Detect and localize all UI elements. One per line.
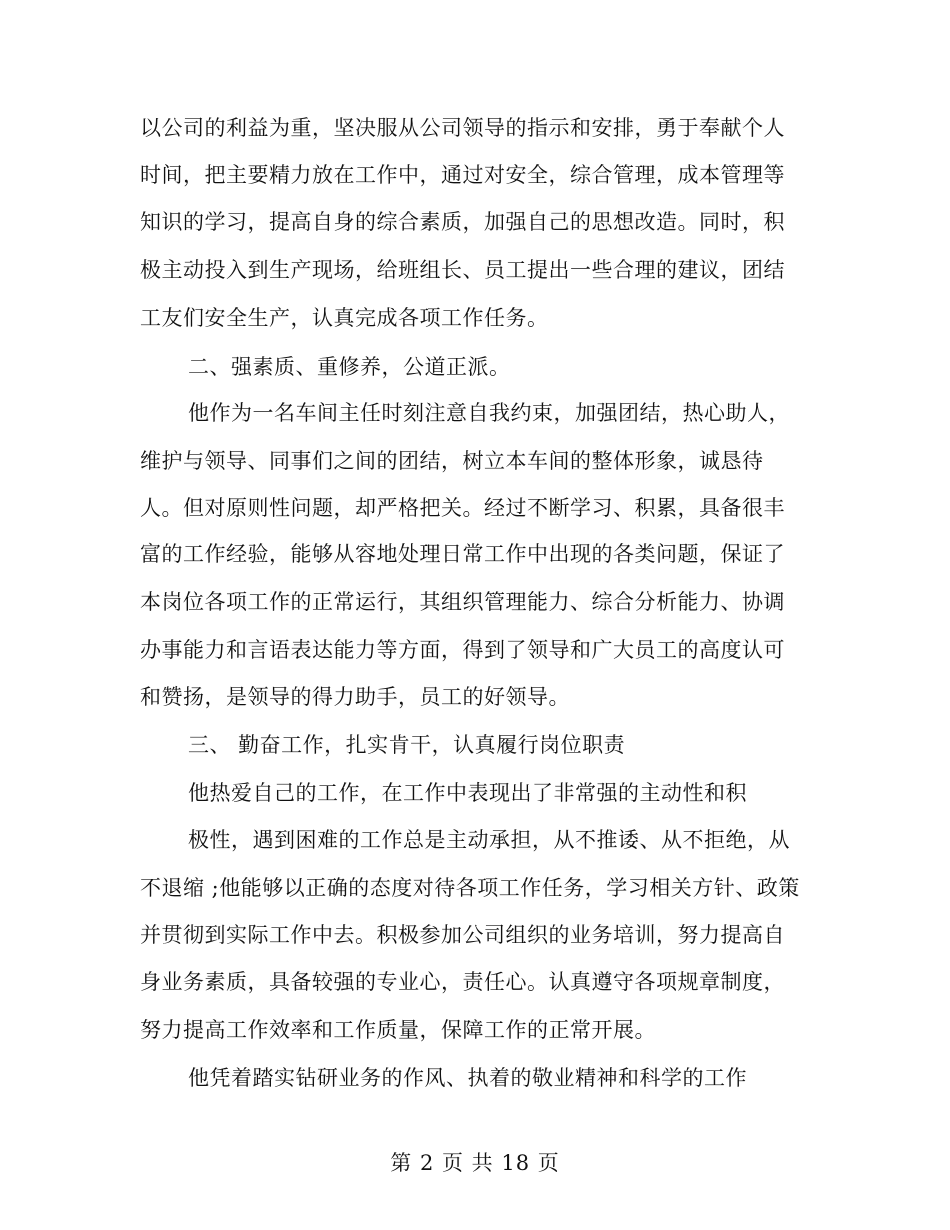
section-heading: 二、强素质、重修养，公道正派。 bbox=[188, 355, 511, 379]
body-text-line: 不退缩 ;他能够以正确的态度对待各项工作任务，学习相关方针、政策 bbox=[140, 876, 800, 900]
page-number-footer: 第 2 页 共 18 页 bbox=[390, 1151, 560, 1175]
body-text-line: 极性，遇到困难的工作总是主动承担，从不推诿、从不拒绝，从 bbox=[188, 828, 790, 852]
body-text-line: 以公司的利益为重，坚决服从公司领导的指示和安排，勇于奉献个人 bbox=[140, 116, 785, 140]
body-text-line: 富的工作经验，能够从容地处理日常工作中出现的各类问题，保证了 bbox=[140, 542, 785, 566]
body-text-line: 工友们安全生产，认真完成各项工作任务。 bbox=[140, 306, 549, 330]
body-text-line: 他热爱自己的工作，在工作中表现出了非常强的主动性和积 bbox=[188, 781, 747, 805]
body-text-line: 维护与领导、同事们之间的团结，树立本车间的整体形象，诚恳待 bbox=[140, 449, 764, 473]
body-text-line: 他凭着踏实钻研业务的作风、执着的敬业精神和科学的工作 bbox=[188, 1066, 747, 1090]
body-text-line: 办事能力和言语表达能力等方面，得到了领导和广大员工的高度认可 bbox=[140, 638, 785, 662]
body-text-line: 他作为一名车间主任时刻注意自我约束，加强团结，热心助人， bbox=[188, 401, 790, 425]
section-heading: 三、 勤奋工作，扎实肯干，认真履行岗位职责 bbox=[188, 733, 626, 757]
body-text-line: 人。但对原则性问题，却严格把关。经过不断学习、积累，具备很丰 bbox=[140, 496, 785, 520]
body-text-line: 身业务素质，具备较强的专业心，责任心。认真遵守各项规章制度， bbox=[140, 970, 785, 994]
body-text-line: 和赞扬，是领导的得力助手，员工的好领导。 bbox=[140, 685, 570, 709]
body-text-line: 极主动投入到生产现场，给班组长、员工提出一些合理的建议，团结 bbox=[140, 258, 785, 282]
body-text-line: 并贯彻到实际工作中去。积极参加公司组织的业务培训，努力提高自 bbox=[140, 923, 785, 947]
body-text-line: 时间，把主要精力放在工作中，通过对安全，综合管理，成本管理等 bbox=[140, 163, 785, 187]
body-text-line: 努力提高工作效率和工作质量，保障工作的正常开展。 bbox=[140, 1018, 656, 1042]
body-text-line: 本岗位各项工作的正常运行，其组织管理能力、综合分析能力、协调 bbox=[140, 590, 785, 614]
body-text-line: 知识的学习，提高自身的综合素质，加强自己的思想改造。同时，积 bbox=[140, 210, 785, 234]
